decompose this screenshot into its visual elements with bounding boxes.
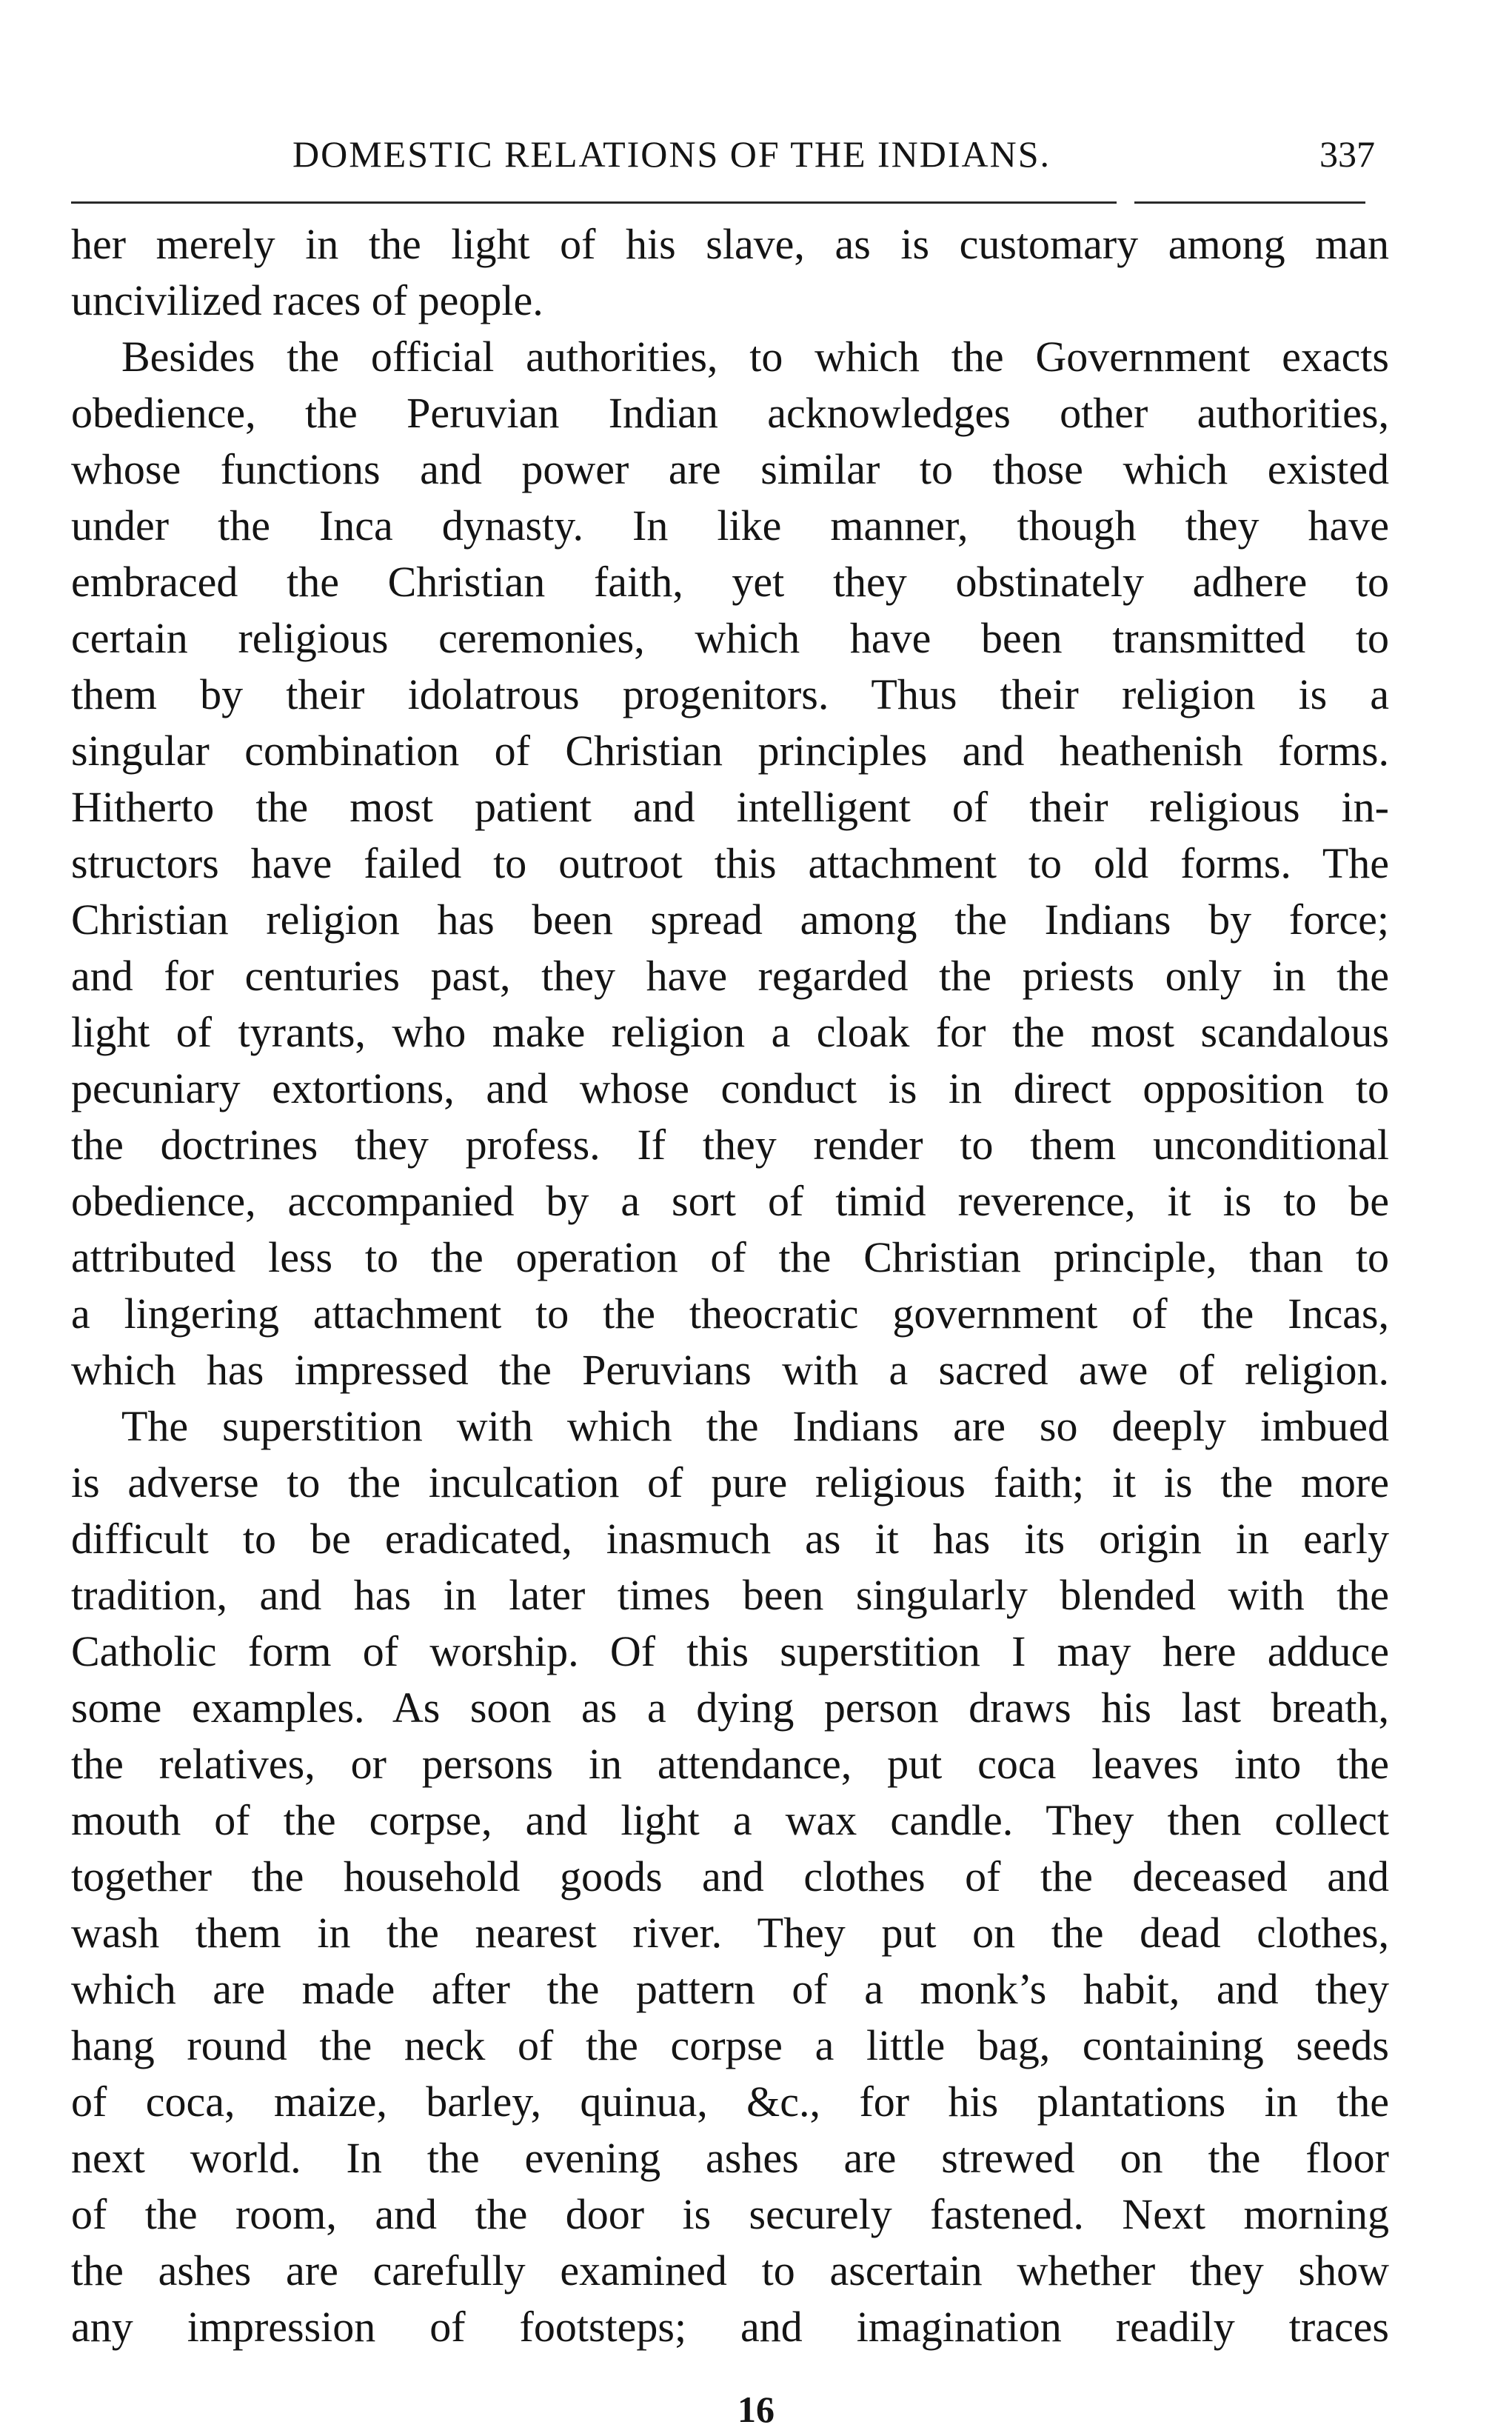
text-line: obedience, the Peruvian Indian acknowledges other authorities,	[71, 389, 1389, 437]
text-line: of the room, and the door is securely fastened. Next morning	[71, 2190, 1389, 2238]
text-line: Christian religion has been spread among the Indians by force;	[71, 895, 1389, 944]
text-line: pecuniary extortions, and whose conduct is in direct opposition to	[71, 1064, 1389, 1112]
text-line: them by their idolatrous progenitors. Thus their religion is a	[71, 670, 1389, 718]
text-line: the doctrines they profess. If they render to them unconditional	[71, 1121, 1389, 1169]
text-line: the relatives, or persons in attendance, put coca leaves into the	[71, 1740, 1389, 1788]
text-line: obedience, accompanied by a sort of timid reverence, it is to be	[71, 1177, 1389, 1225]
text-line: a lingering attachment to the theocratic government of the Incas,	[71, 1289, 1389, 1338]
text-line: of coca, maize, barley, quinua, &c., for his plantations in the	[71, 2078, 1389, 2126]
text-line: Hitherto the most patient and intelligent of their religious in-	[71, 783, 1389, 831]
text-line: which are made after the pattern of a monk’s habit, and they	[71, 1965, 1389, 2013]
signature-mark: 16	[737, 2389, 775, 2430]
header-rule	[71, 201, 1117, 204]
body-text	[71, 216, 1389, 2355]
text-line: The superstition with which the Indians are so deeply imbued	[121, 1402, 1389, 1450]
text-line: under the Inca dynasty. In like manner, though they have	[71, 501, 1389, 550]
text-line: certain religious ceremonies, which have been transmitted to	[71, 614, 1389, 662]
text-line: embraced the Christian faith, yet they obstinately adhere to	[71, 558, 1389, 606]
text-line: attributed less to the operation of the Christian principle, than to	[71, 1233, 1389, 1281]
text-line: difficult to be eradicated, inasmuch as it has its origin in early	[71, 1515, 1389, 1563]
text-line: Catholic form of worship. Of this superstition I may here adduce	[71, 1627, 1389, 1675]
text-line: light of tyrants, who make religion a cloak for the most scandalous	[71, 1008, 1389, 1056]
text-line: next world. In the evening ashes are strewed on the floor	[71, 2134, 1389, 2182]
text-line: together the household goods and clothes of the deceased and	[71, 1852, 1389, 1901]
text-line: uncivilized races of people.	[71, 276, 543, 324]
text-line: which has impressed the Peruvians with a sacred awe of religion.	[71, 1346, 1389, 1394]
text-line: is adverse to the inculcation of pure religious faith; it is the more	[71, 1458, 1389, 1506]
text-line: mouth of the corpse, and light a wax candle. They then collect	[71, 1796, 1389, 1844]
text-line: her merely in the light of his slave, as is customary among man	[71, 220, 1389, 268]
header-rule-short	[1134, 201, 1365, 204]
text-line: and for centuries past, they have regarded the priests only in the	[71, 952, 1389, 1000]
text-line: any impression of footsteps; and imagination readily traces	[71, 2303, 1389, 2351]
running-head-title: DOMESTIC RELATIONS OF THE INDIANS.	[292, 133, 1051, 175]
text-line: Besides the official authorities, to which the Government exacts	[121, 333, 1389, 381]
text-line: singular combination of Christian principles and heathenish forms.	[71, 727, 1389, 775]
text-line: tradition, and has in later times been singularly blended with the	[71, 1571, 1389, 1619]
text-line: structors have failed to outroot this attachment to old forms. The	[71, 839, 1389, 887]
text-line: hang round the neck of the corpse a little bag, containing seeds	[71, 2021, 1389, 2069]
text-line: the ashes are carefully examined to ascertain whether they show	[71, 2246, 1389, 2295]
text-line: some examples. As soon as a dying person draws his last breath,	[71, 1683, 1389, 1732]
text-line: wash them in the nearest river. They put on the dead clothes,	[71, 1909, 1389, 1957]
page-number: 337	[1319, 133, 1375, 175]
text-line: whose functions and power are similar to those which existed	[71, 445, 1389, 493]
